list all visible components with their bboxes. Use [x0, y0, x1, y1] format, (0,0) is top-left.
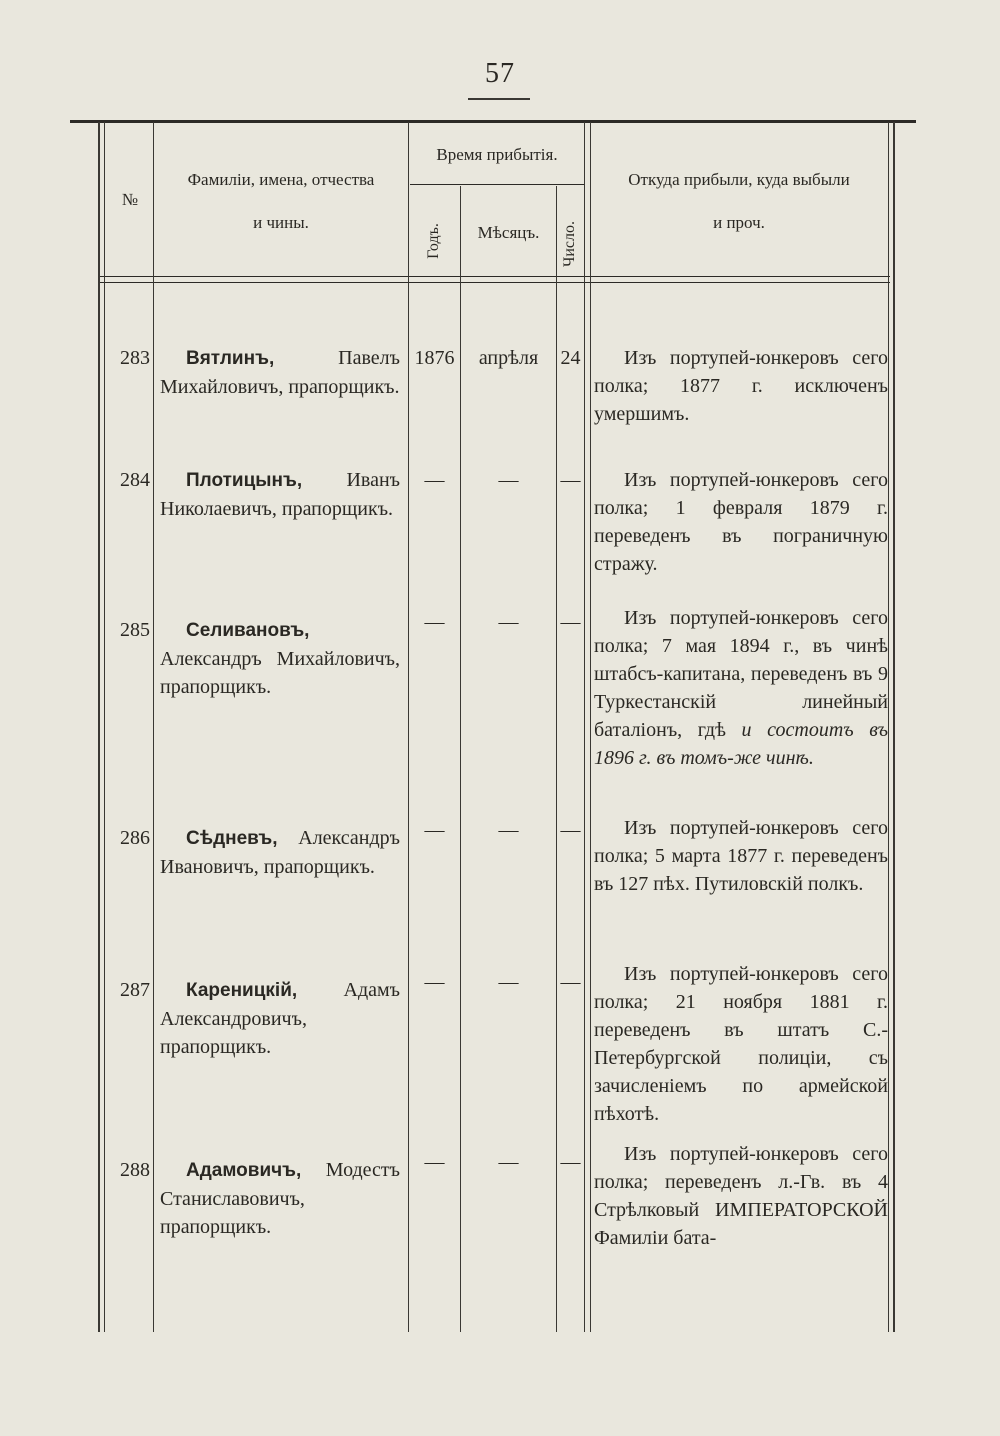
row-number: 287 [120, 979, 150, 1001]
header-bottom-rule [100, 276, 890, 277]
table-left-rule-inner [104, 122, 105, 1332]
remark [594, 604, 888, 772]
given-names-rank: Модестъ Станиславовичъ, прапорщикъ. [160, 1159, 400, 1238]
row-number: 285 [120, 619, 150, 641]
remark [594, 466, 888, 578]
header-name-line1: Фамилiи, имена, отчества [187, 170, 375, 189]
surname: Кареницкiй, [186, 980, 298, 1001]
arrival-month: — [498, 1151, 519, 1173]
arrival-year: — [424, 819, 445, 841]
surname: Сѣдневъ, [186, 828, 278, 849]
arrival-day: — [560, 971, 581, 993]
row-number: 286 [120, 827, 150, 849]
remark-text: Изъ портупей-юнкеровъ сего полка; 1877 г. исключенъ умершимъ. [594, 347, 888, 425]
given-names-rank: Павелъ Михайловичъ, прапорщикъ. [160, 347, 400, 398]
arrival-month: — [498, 819, 519, 841]
surname: Плотицынъ, [186, 470, 303, 491]
remark [594, 960, 888, 1128]
arrival-day: — [560, 469, 581, 491]
header-month: Мѣсяцъ. [477, 223, 540, 242]
given-names-rank: Александръ Ивановичъ, прапорщикъ. [160, 827, 400, 878]
arrival-day: — [560, 819, 581, 841]
remark-text: Изъ портупей-юнкеровъ сего полка; 5 марта 1877 г. переведенъ въ 127 пѣх. Путиловскiй полкъ. [594, 817, 888, 895]
arrival-day: — [560, 1151, 581, 1173]
given-names-rank: Иванъ Николаевичъ, прапорщикъ. [160, 469, 400, 520]
row-number: 284 [120, 469, 150, 491]
arrival-year: — [424, 469, 445, 491]
table-right-rule-inner [888, 122, 889, 1332]
arrival-month: — [498, 971, 519, 993]
page-number: 57 [485, 58, 515, 89]
table-top-rule [70, 120, 916, 123]
header-bottom-rule-2 [100, 282, 890, 283]
page-number-underline [468, 98, 530, 100]
person-name [160, 344, 400, 401]
arrival-subrule [410, 184, 585, 185]
col-sep-day-inner [590, 122, 591, 1332]
arrival-year: — [424, 971, 445, 993]
header-year: Годъ. [425, 223, 442, 259]
given-names-rank: Адамъ Александровичъ, прапорщикъ. [160, 979, 400, 1058]
given-names-rank: Александръ Михайловичъ, прапорщикъ. [160, 648, 400, 698]
arrival-day: — [560, 611, 581, 633]
arrival-year: — [424, 611, 445, 633]
person-name [160, 466, 400, 523]
header-name [156, 165, 406, 238]
col-sep-day-outer [584, 122, 585, 1332]
header-remarks-line2: и проч. [713, 212, 765, 232]
row-number: 288 [120, 1159, 150, 1181]
table-left-rule-outer [98, 122, 100, 1332]
header-day: Число. [561, 220, 578, 268]
header-arrival: Время прибытiя. [436, 145, 558, 164]
person-name [160, 1156, 400, 1241]
arrival-month: апрѣля [478, 347, 539, 369]
row-number: 283 [120, 347, 150, 369]
remark-text: Изъ портупей-юнкеровъ сего полка; переведенъ л.-Гв. въ 4 Стрѣлковый ИМПЕРАТОРСКОЙ Фамилiи бата- [594, 1143, 888, 1249]
remark-text: Изъ портупей-юнкеровъ сего полка; 1 февраля 1879 г. переведенъ въ пограничную стражу. [594, 469, 888, 575]
remark-text: Изъ портупей-юнкеровъ сего полка; 21 ноября 1881 г. переведенъ въ штатъ С.-Петербургской полицiи, съ зачисленiемъ по армейской пѣхотѣ. [594, 963, 888, 1125]
remark-italic: и состоитъ въ 1896 г. въ томъ-же чинѣ. [594, 719, 889, 769]
surname: Вятлинъ, [186, 348, 275, 369]
arrival-year: — [424, 1151, 445, 1173]
arrival-day: 24 [560, 347, 581, 369]
remark [594, 1140, 888, 1252]
person-name [160, 824, 400, 881]
person-name [160, 616, 400, 701]
arrival-month: — [498, 469, 519, 491]
header-remarks-line1: Откуда прибыли, куда выбыли [628, 170, 850, 189]
surname: Адамовичъ, [186, 1160, 302, 1181]
col-sep-no [153, 122, 154, 1332]
remark [594, 344, 888, 428]
header-name-line2: и чины. [253, 212, 309, 232]
arrival-year: 1876 [414, 347, 455, 369]
surname: Селивановъ, [186, 620, 310, 641]
header-remarks [592, 165, 886, 238]
person-name [160, 976, 400, 1061]
header-no: № [121, 190, 139, 209]
table-right-rule-outer [893, 122, 895, 1332]
remark-text: Изъ портупей-юнкеровъ сего полка; 7 мая 1894 г., въ чинѣ штабсъ-капитана, переведенъ въ 9 Туркестанскiй линейный баталiонъ, гдѣ [594, 607, 888, 741]
arrival-month: — [498, 611, 519, 633]
remark [594, 814, 888, 898]
